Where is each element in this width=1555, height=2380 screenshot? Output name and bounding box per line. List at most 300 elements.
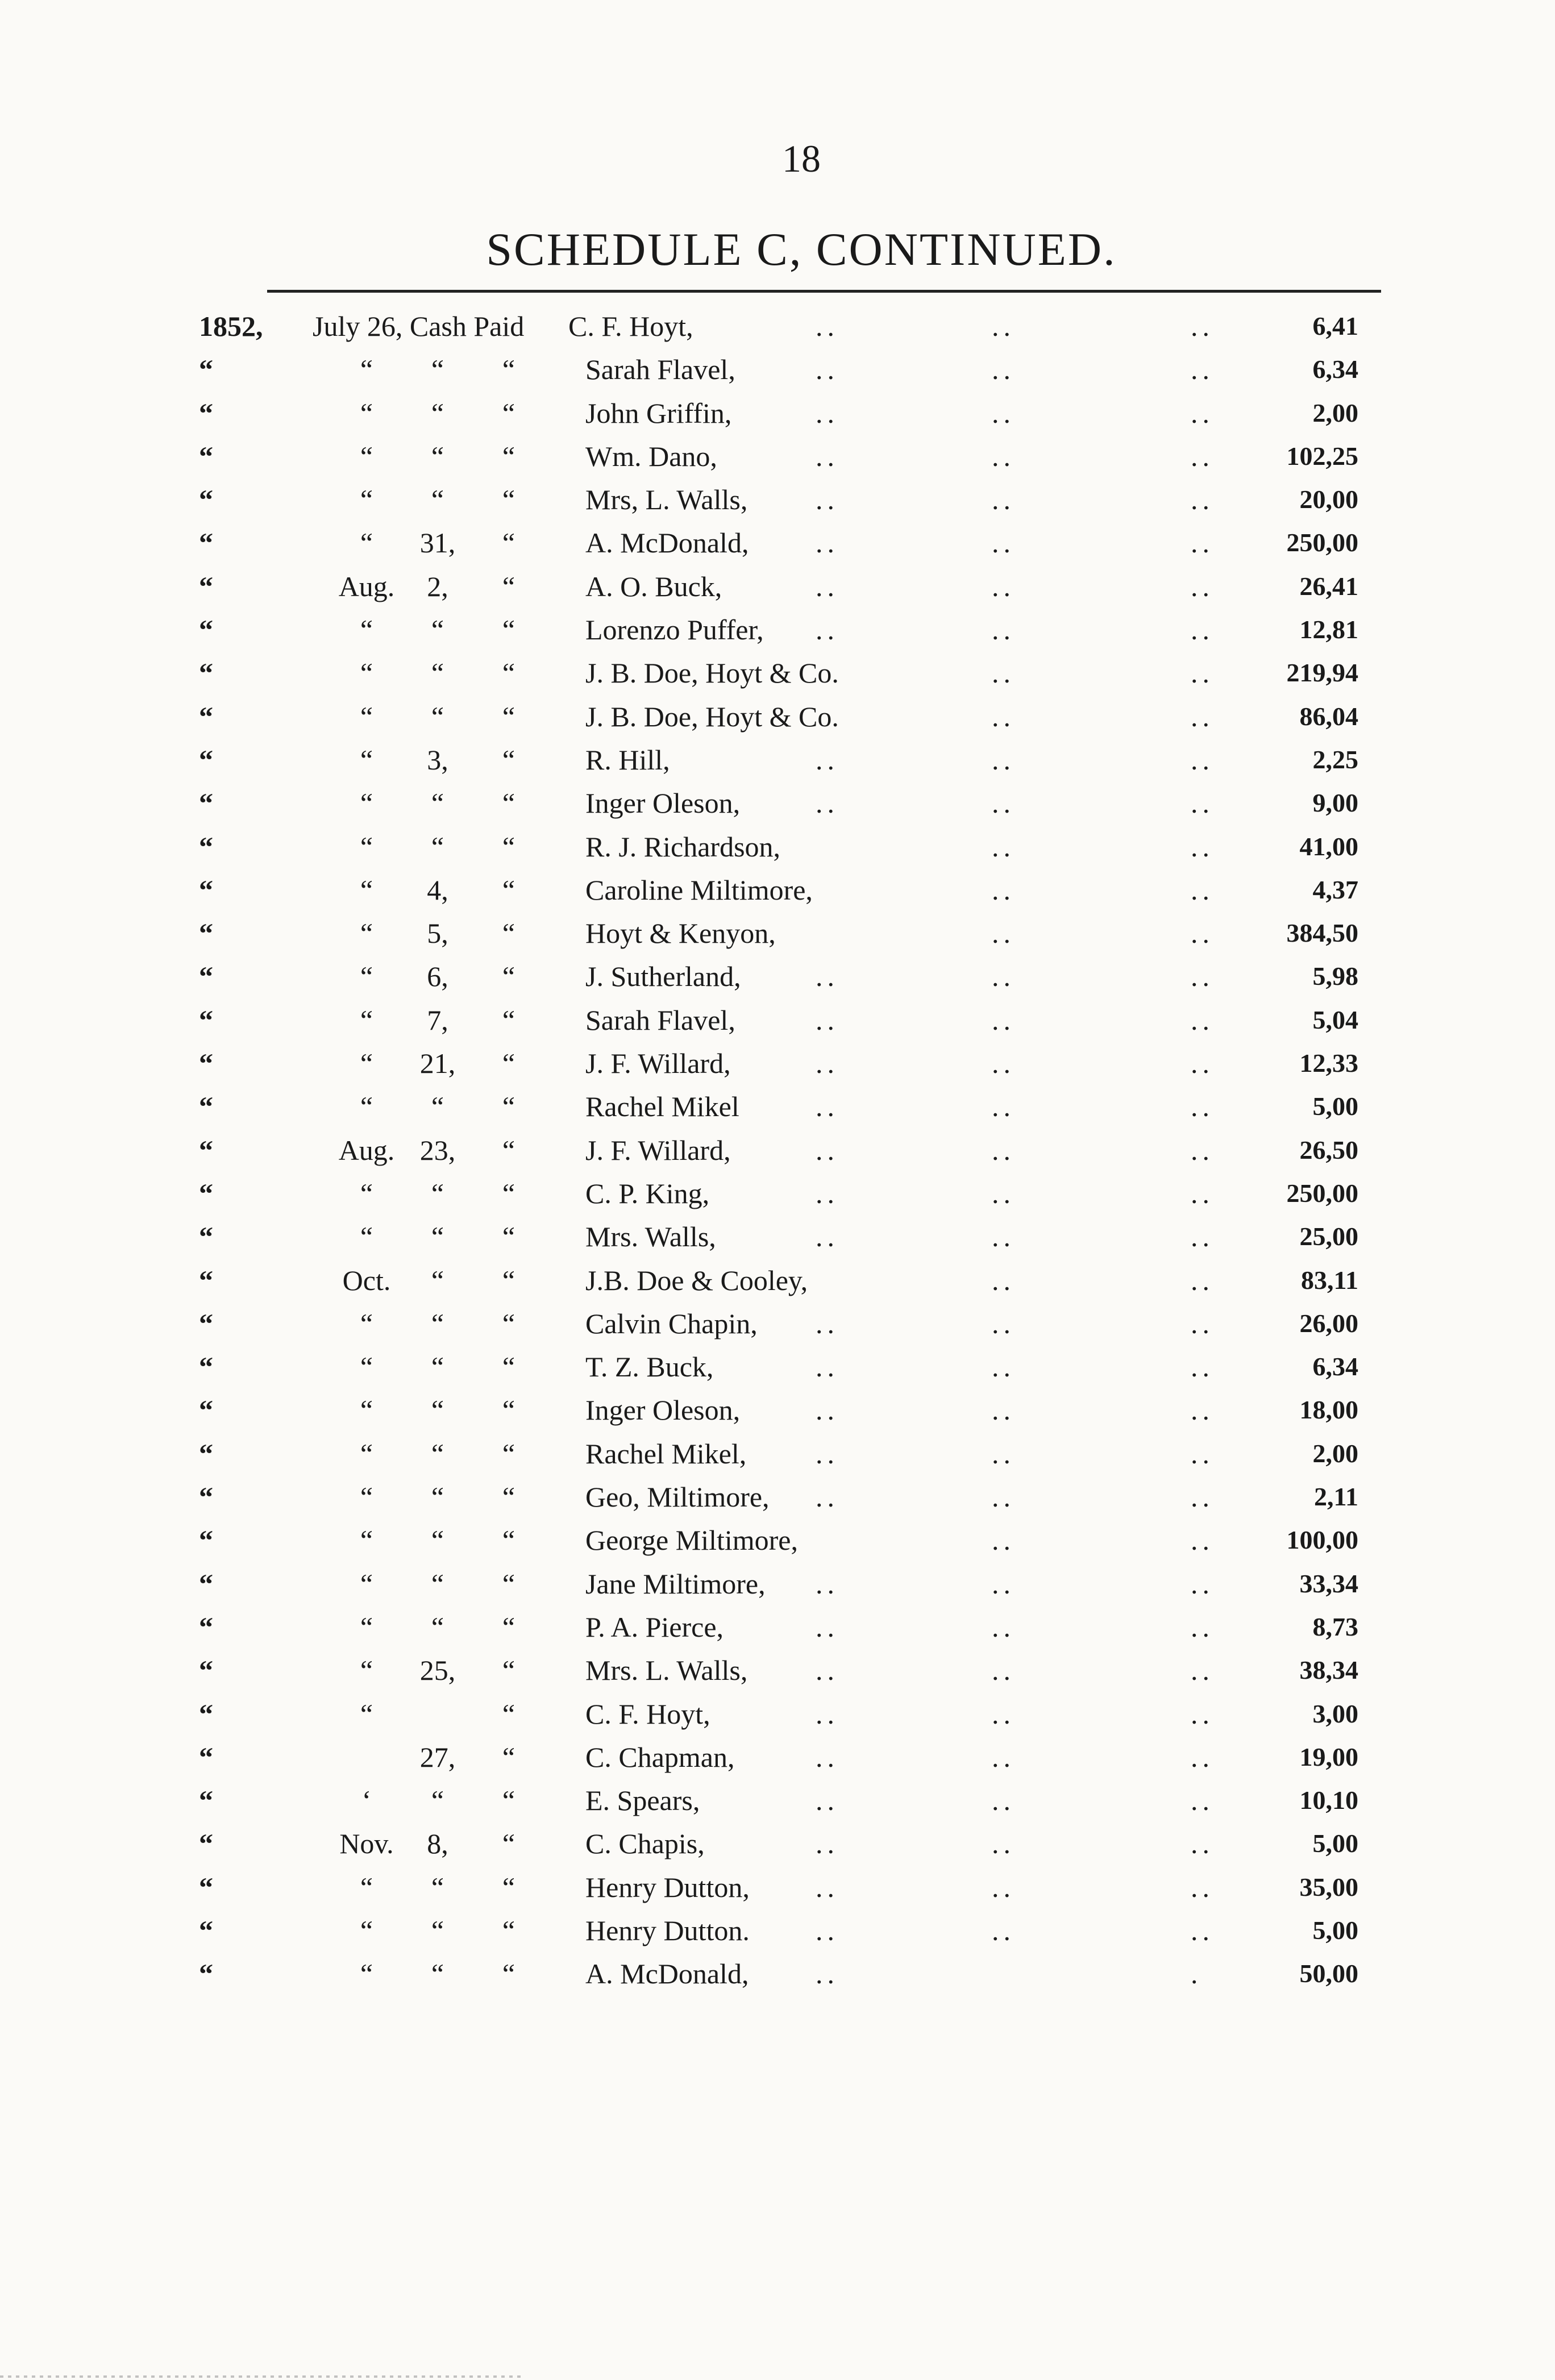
amount: 38,34: [1299, 1655, 1358, 1685]
ledger-row: [199, 955, 1370, 998]
leader-dots: ..: [992, 787, 1015, 819]
amount: 100,00: [1286, 1525, 1358, 1555]
ditto-mark: “: [199, 1134, 213, 1166]
payee-name: Hoyt & Kenyon,: [585, 917, 776, 950]
entry-month: “: [360, 1221, 373, 1253]
leader-dots: ..: [1191, 743, 1214, 776]
ditto-mark: “: [199, 1394, 213, 1426]
entry-type: “: [502, 484, 515, 516]
amount: 2,11: [1314, 1482, 1358, 1512]
entry-day: “: [431, 1264, 444, 1296]
entry-month: “: [360, 1437, 373, 1470]
ditto-mark: “: [199, 614, 213, 646]
entry-month: “: [360, 960, 373, 993]
amount: 20,00: [1299, 485, 1358, 514]
leader-dots: ..: [1191, 1221, 1214, 1253]
entry-type: “: [502, 1134, 515, 1166]
payee-name: A. McDonald,: [585, 527, 749, 559]
payee-name: T. Z. Buck,: [585, 1351, 714, 1383]
leader-dots: ..: [1191, 1611, 1214, 1643]
leader-dots: ..: [1191, 1784, 1214, 1817]
payee-name: Rachel Mikel,: [585, 1437, 747, 1470]
payee-name: J. B. Doe, Hoyt & Co.: [585, 700, 839, 733]
ditto-mark: “: [199, 960, 213, 993]
entry-type: “: [502, 1177, 515, 1209]
leader-dots: ..: [816, 1741, 839, 1773]
leader-dots: ..: [816, 1047, 839, 1080]
leader-dots: ..: [992, 1221, 1015, 1253]
entry-type: “: [502, 1741, 515, 1773]
entry-month: “: [360, 527, 373, 559]
ledger-row: [199, 1388, 1370, 1432]
leader-dots: ..: [816, 1611, 839, 1643]
leader-dots: ..: [1191, 1004, 1214, 1036]
entry-type: “: [502, 397, 515, 429]
leader-dots: ..: [816, 1828, 839, 1860]
ledger-row: [199, 1215, 1370, 1258]
payee-name: Henry Dutton,: [585, 1871, 750, 1903]
entry-month: “: [360, 657, 373, 689]
ditto-mark: “: [199, 1611, 213, 1643]
leader-dots: ..: [1191, 1871, 1214, 1903]
ledger-row: [199, 478, 1370, 521]
leader-dots: ..: [992, 1134, 1015, 1166]
leader-dots: ..: [1191, 1394, 1214, 1426]
ditto-mark: “: [199, 1741, 213, 1773]
entry-month: “: [360, 830, 373, 863]
leader-dots: ..: [992, 657, 1015, 689]
entry-day: 4,: [427, 873, 448, 906]
leader-dots: ..: [1191, 1741, 1214, 1773]
payee-name: Inger Oleson,: [585, 1394, 741, 1426]
entry-day: 23,: [419, 1134, 456, 1166]
ledger-row: [199, 825, 1370, 868]
entry-type: “: [502, 527, 515, 559]
entry-month: Nov.: [339, 1828, 394, 1860]
payee-name: Lorenzo Puffer,: [585, 614, 764, 646]
payee-name: C. Chapis,: [585, 1828, 705, 1860]
leader-dots: ..: [816, 614, 839, 646]
entry-day: 5,: [427, 917, 448, 950]
ledger-row: [199, 392, 1370, 435]
ditto-mark: “: [199, 830, 213, 863]
entry-month: “: [360, 917, 373, 950]
leader-dots: ..: [1191, 1091, 1214, 1123]
amount: 6,34: [1312, 1352, 1358, 1382]
ditto-mark: “: [199, 1524, 213, 1557]
leader-dots: ..: [1191, 1047, 1214, 1080]
payee-name: Mrs. L. Walls,: [585, 1654, 748, 1687]
entry-type: “: [502, 787, 515, 819]
ledger-row: [199, 521, 1370, 564]
leader-dots: ..: [992, 1784, 1015, 1817]
ledger-row: [199, 1172, 1370, 1215]
payee-name: C. P. King,: [585, 1177, 710, 1209]
entry-type: “: [502, 1437, 515, 1470]
entry-day: “: [431, 614, 444, 646]
leader-dots: ..: [816, 1871, 839, 1903]
entry-day: “: [431, 1481, 444, 1513]
payee-name: A. McDonald,: [585, 1958, 749, 1990]
amount: 12,33: [1299, 1048, 1358, 1078]
leader-dots: ..: [816, 1221, 839, 1253]
ledger-row: [199, 912, 1370, 955]
leader-dots: ..: [992, 1567, 1015, 1600]
leader-dots: ..: [816, 353, 839, 386]
amount: 10,10: [1299, 1786, 1358, 1815]
entry-year: 1852,: [199, 310, 263, 342]
entry-month: “: [360, 614, 373, 646]
leader-dots: ..: [816, 1134, 839, 1166]
leader-dots: ..: [992, 917, 1015, 950]
payee-name: Geo, Miltimore,: [585, 1481, 770, 1513]
entry-type: “: [502, 1351, 515, 1383]
entry-day: “: [431, 830, 444, 863]
ditto-mark: “: [199, 700, 213, 733]
payee-name: R. J. Richardson,: [585, 830, 781, 863]
leader-dots: ..: [1191, 1481, 1214, 1513]
ledger-row: [199, 348, 1370, 391]
entry-month: Oct.: [342, 1264, 391, 1296]
leader-dots: ..: [992, 1828, 1015, 1860]
entry-type: “: [502, 1481, 515, 1513]
entry-day: “: [431, 1611, 444, 1643]
entry-month: “: [360, 1004, 373, 1036]
payee-name: P. A. Pierce,: [585, 1611, 724, 1643]
payee-name: Jane Miltimore,: [585, 1567, 766, 1600]
ledger-row: [199, 1042, 1370, 1085]
leader-dots: ..: [992, 1871, 1015, 1903]
leader-dots: ..: [1191, 484, 1214, 516]
amount: 4,37: [1312, 875, 1358, 904]
leader-dots: ..: [816, 570, 839, 602]
entry-day: “: [431, 440, 444, 472]
leader-dots: ..: [992, 1351, 1015, 1383]
leader-dots: ..: [816, 1654, 839, 1687]
leader-dots: ..: [1191, 527, 1214, 559]
leader-dots: ..: [992, 1741, 1015, 1773]
leader-dots: ..: [992, 1004, 1015, 1036]
ledger-row: [199, 1475, 1370, 1518]
ledger-row: [199, 781, 1370, 825]
entry-type: “: [502, 614, 515, 646]
payee-name: J. B. Doe, Hoyt & Co.: [585, 657, 839, 689]
leader-dots: ..: [1191, 830, 1214, 863]
entry-day: 8,: [427, 1828, 448, 1860]
entry-month: “: [360, 1524, 373, 1557]
ditto-mark: “: [199, 1264, 213, 1296]
ledger-row: [199, 565, 1370, 608]
entry-type: “: [502, 873, 515, 906]
payee-name: Sarah Flavel,: [585, 1004, 735, 1036]
entry-day: “: [431, 1958, 444, 1990]
payee-name: E. Spears,: [585, 1784, 700, 1817]
entry-type: “: [502, 1654, 515, 1687]
leader-dots: ..: [992, 1914, 1015, 1946]
entry-month: ‘: [361, 1784, 372, 1817]
entry-day: “: [431, 1307, 444, 1339]
payee-name: A. O. Buck,: [585, 570, 722, 602]
amount: 19,00: [1299, 1742, 1358, 1771]
leader-dots: ..: [992, 1047, 1015, 1080]
ditto-mark: “: [199, 787, 213, 819]
payee-name: George Miltimore,: [585, 1524, 798, 1557]
entry-month: Aug.: [338, 1134, 395, 1166]
leader-dots: ..: [992, 1524, 1015, 1557]
leader-dots: ..: [992, 1437, 1015, 1470]
ledger-row: [199, 1605, 1370, 1649]
amount: 83,11: [1301, 1265, 1358, 1295]
entry-type: “: [502, 960, 515, 993]
leader-dots: ..: [1191, 1697, 1214, 1730]
entry-month: “: [360, 1654, 373, 1687]
entry-month: “: [360, 1047, 373, 1080]
leader-dots: ..: [992, 614, 1015, 646]
ditto-mark: “: [199, 440, 213, 472]
leader-dots: ..: [992, 700, 1015, 733]
amount: 5,00: [1312, 1829, 1358, 1858]
ditto-mark: “: [199, 1177, 213, 1209]
entry-month: “: [360, 743, 373, 776]
payee-name: Inger Oleson,: [585, 787, 741, 819]
entry-type: “: [502, 353, 515, 386]
ledger-row: [199, 1129, 1370, 1172]
entry-day: “: [431, 1784, 444, 1817]
entry-type: “: [502, 1307, 515, 1339]
leader-dots: ..: [1191, 1264, 1214, 1296]
amount: 2,25: [1312, 744, 1358, 774]
entry-month: “: [360, 873, 373, 906]
entry-day: “: [431, 1091, 444, 1123]
leader-dots: ..: [1191, 397, 1214, 429]
leader-dots: ..: [1191, 310, 1214, 342]
ditto-mark: “: [199, 657, 213, 689]
leader-dots: ..: [816, 1914, 839, 1946]
page-number: 18: [782, 137, 821, 180]
payee-name: J.B. Doe & Cooley,: [585, 1264, 808, 1296]
entry-day: 31,: [419, 527, 456, 559]
amount: 33,34: [1299, 1568, 1358, 1598]
amount: 86,04: [1299, 701, 1358, 731]
ledger-row: [199, 1779, 1370, 1822]
ditto-mark: “: [199, 1784, 213, 1817]
leader-dots: ..: [816, 1177, 839, 1209]
leader-dots: ..: [816, 1567, 839, 1600]
leader-dots: ..: [1191, 353, 1214, 386]
ledger-row: [199, 695, 1370, 738]
entry-month: “: [360, 1871, 373, 1903]
leader-dots: ..: [1191, 700, 1214, 733]
entry-type: “: [502, 1091, 515, 1123]
entry-month: “: [360, 1481, 373, 1513]
amount: 102,25: [1286, 441, 1358, 471]
leader-dots: ..: [992, 310, 1015, 342]
entry-day: “: [431, 787, 444, 819]
payee-name: R. Hill,: [585, 743, 670, 776]
ditto-mark: “: [199, 917, 213, 950]
leader-dots: ..: [992, 440, 1015, 472]
leader-dots: ..: [1191, 1914, 1214, 1946]
leader-dots: ..: [992, 570, 1015, 602]
payee-name: Rachel Mikel: [585, 1091, 739, 1123]
leader-dots: ..: [1191, 1654, 1214, 1687]
leader-dots: ..: [992, 960, 1015, 993]
leader-dots: ..: [1191, 1177, 1214, 1209]
amount: 2,00: [1312, 398, 1358, 427]
entry-month: “: [360, 1611, 373, 1643]
leader-dots: ..: [1191, 440, 1214, 472]
ledger-row: [199, 868, 1370, 912]
ditto-mark: “: [199, 570, 213, 602]
amount: 219,94: [1286, 658, 1358, 688]
ledger-row: [199, 1909, 1370, 1952]
amount: 6,41: [1312, 311, 1358, 340]
entry-type: “: [502, 570, 515, 602]
entry-type: “: [502, 1828, 515, 1860]
ditto-mark: “: [199, 527, 213, 559]
ditto-mark: “: [199, 1697, 213, 1730]
amount: 250,00: [1286, 1178, 1358, 1208]
entry-month: “: [360, 353, 373, 386]
ledger-row: [199, 1518, 1370, 1562]
payee-name: John Griffin,: [585, 397, 732, 429]
payee-name: Henry Dutton.: [585, 1914, 750, 1946]
entry-day: 21,: [419, 1047, 456, 1080]
leader-dots: ..: [992, 743, 1015, 776]
amount: 26,41: [1299, 571, 1358, 601]
ditto-mark: “: [199, 1828, 213, 1860]
leader-dots: ..: [1191, 1351, 1214, 1383]
amount: 26,00: [1299, 1308, 1358, 1338]
leader-dots: ..: [816, 1481, 839, 1513]
leader-dots: ..: [1191, 1828, 1214, 1860]
entry-type: “: [502, 1611, 515, 1643]
entry-type: “: [502, 1004, 515, 1036]
ledger-row: [199, 435, 1370, 478]
entry-type: “: [502, 1784, 515, 1817]
leader-dots: ..: [816, 1697, 839, 1730]
ditto-mark: “: [199, 1567, 213, 1600]
page-title: SCHEDULE C, CONTINUED.: [486, 223, 1117, 275]
entry-type: “: [502, 1871, 515, 1903]
ditto-mark: “: [199, 1914, 213, 1946]
entry-day: “: [431, 700, 444, 733]
entry-day: 7,: [427, 1004, 448, 1036]
entry-day: 25,: [419, 1654, 456, 1687]
leader-dots: ..: [992, 1177, 1015, 1209]
ledger-row: [199, 1649, 1370, 1692]
header-rule: [267, 290, 1381, 293]
leader-dots: ..: [992, 1611, 1015, 1643]
amount: 41,00: [1299, 831, 1358, 861]
leader-dots: ..: [1191, 570, 1214, 602]
entry-month: “: [360, 1177, 373, 1209]
payee-name: C. Chapman,: [585, 1741, 735, 1773]
entry-day: “: [431, 484, 444, 516]
leader-dots: ..: [816, 310, 839, 342]
ledger-row: [199, 1562, 1370, 1605]
entry-month: “: [360, 397, 373, 429]
entry-month: “: [360, 1307, 373, 1339]
leader-dots: ..: [1191, 657, 1214, 689]
payee-name: J. Sutherland,: [585, 960, 741, 993]
entry-month: “: [360, 1958, 373, 1990]
ditto-mark: “: [199, 1437, 213, 1470]
ledger-row: [199, 1085, 1370, 1128]
leader-dots: ..: [816, 440, 839, 472]
ledger-row: [199, 608, 1370, 651]
entry-month: “: [360, 1567, 373, 1600]
leader-dots: ..: [992, 527, 1015, 559]
ledger-row: [199, 998, 1370, 1042]
amount: 6,34: [1312, 355, 1358, 384]
page-edge-scuff: [0, 2375, 523, 2378]
entry-day: 27,: [419, 1741, 456, 1773]
entry-month: “: [360, 1914, 373, 1946]
ledger-row: [199, 1345, 1370, 1388]
entry-day: 6,: [427, 960, 448, 993]
amount: 3,00: [1312, 1699, 1358, 1728]
leader-dots: ..: [816, 484, 839, 516]
entry-day: 3,: [427, 743, 448, 776]
ledger-row: [199, 651, 1370, 694]
entry-day: “: [431, 1394, 444, 1426]
entry-month: “: [360, 1394, 373, 1426]
amount: 250,00: [1286, 528, 1358, 557]
entry-day: “: [431, 397, 444, 429]
leader-dots: ..: [1191, 960, 1214, 993]
amount: 8,73: [1312, 1612, 1358, 1641]
ledger-row: [199, 1432, 1370, 1475]
leader-dots: .: [1191, 1958, 1203, 1990]
amount: 384,50: [1286, 918, 1358, 948]
ditto-mark: “: [199, 1654, 213, 1687]
payee-name: Wm. Dano,: [585, 440, 717, 472]
amount: 5,98: [1312, 962, 1358, 991]
amount: 5,04: [1312, 1005, 1358, 1034]
amount: 26,50: [1299, 1135, 1358, 1164]
entry-day: “: [431, 1567, 444, 1600]
entry-type: “: [502, 1697, 515, 1730]
leader-dots: ..: [1191, 1437, 1214, 1470]
ledger-row: [199, 1952, 1370, 1995]
leader-dots: ..: [992, 1394, 1015, 1426]
leader-dots: ..: [1191, 1567, 1214, 1600]
ledger-row: [199, 1736, 1370, 1779]
entry-month: “: [360, 1697, 373, 1730]
entry-day: “: [431, 657, 444, 689]
leader-dots: ..: [816, 743, 839, 776]
payee-name: J. F. Willard,: [585, 1134, 731, 1166]
leader-dots: ..: [992, 1264, 1015, 1296]
ledger-row: [199, 1692, 1370, 1736]
entry-day: “: [431, 1177, 444, 1209]
leader-dots: ..: [1191, 614, 1214, 646]
leader-dots: ..: [992, 353, 1015, 386]
leader-dots: ..: [1191, 787, 1214, 819]
payee-name: C. F. Hoyt,: [585, 1697, 710, 1730]
leader-dots: ..: [816, 960, 839, 993]
leader-dots: ..: [992, 397, 1015, 429]
entry-type: “: [502, 1524, 515, 1557]
ditto-mark: “: [199, 873, 213, 906]
entry-day: 2,: [427, 570, 448, 602]
amount: 5,00: [1312, 1915, 1358, 1945]
entry-type: “: [502, 1047, 515, 1080]
ditto-mark: “: [199, 1004, 213, 1036]
amount: 2,00: [1312, 1438, 1358, 1468]
entry-type: “: [502, 1567, 515, 1600]
